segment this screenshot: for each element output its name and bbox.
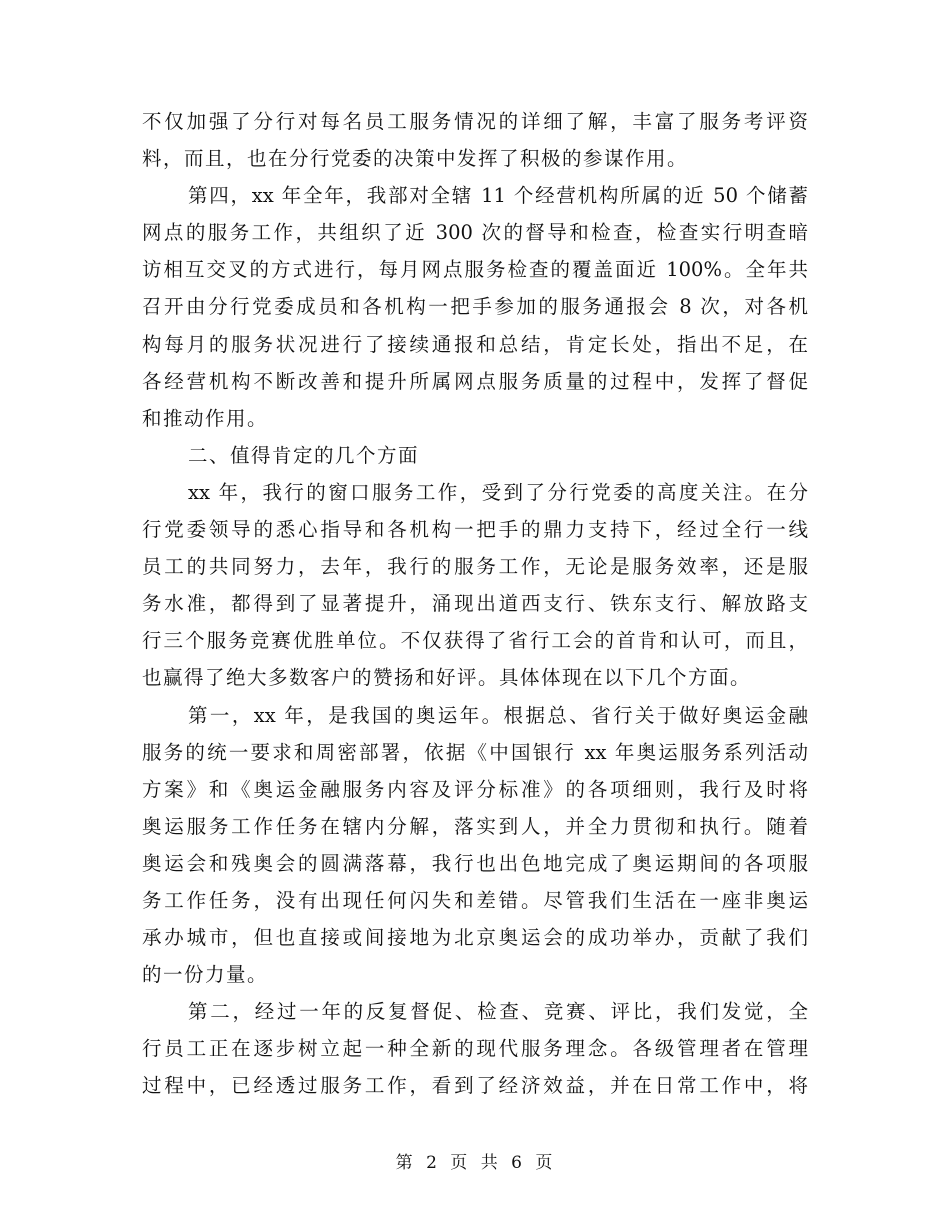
text-line: 承办城市，但也直接或间接地为北京奥运会的成功举办，贡献了我们 xyxy=(142,926,808,950)
text-line: 奥运会和残奥会的圆满落幕，我行也出色地完成了奥运期间的各项服 xyxy=(142,851,808,875)
text-line: 料，而且，也在分行党委的决策中发挥了积极的参谋作用。 xyxy=(142,147,689,171)
text-line: 和推动作用。 xyxy=(142,406,269,430)
text-line: 行党委领导的悉心指导和各机构一把手的鼎力支持下，经过全行一线 xyxy=(142,518,808,542)
text-line: 行三个服务竞赛优胜单位。不仅获得了省行工会的首肯和认可，而且， xyxy=(142,629,808,653)
text-line: 第二，经过一年的反复督促、检查、竞赛、评比，我们发觉，全 xyxy=(188,1000,808,1024)
text-line: 务水准，都得到了显著提升，涌现出道西支行、铁东支行、解放路支 xyxy=(142,592,808,616)
text-line: 第一，xx 年，是我国的奥运年。根据总、省行关于做好奥运金融 xyxy=(188,703,808,727)
text-line: 网点的服务工作，共组织了近 300 次的督导和检查，检查实行明查暗 xyxy=(142,221,808,245)
document-body xyxy=(142,103,808,1105)
section-heading: 二、值得肯定的几个方面 xyxy=(188,443,420,467)
text-line: 奥运服务工作任务在辖内分解，落实到人，并全力贯彻和执行。随着 xyxy=(142,814,808,838)
text-line: 第四，xx 年全年，我部对全辖 11 个经营机构所属的近 50 个储蓄 xyxy=(188,184,808,208)
page-number-footer: 第 2 页 共 6 页 xyxy=(395,1153,555,1173)
text-line: 方案》和《奥运金融服务内容及评分标准》的各项细则，我行及时将 xyxy=(142,777,808,801)
text-line: 的一份力量。 xyxy=(142,963,269,987)
text-line: 召开由分行党委成员和各机构一把手参加的服务通报会 8 次，对各机 xyxy=(142,295,808,319)
text-line: 务工作任务，没有出现任何闪失和差错。尽管我们生活在一座非奥运 xyxy=(142,888,808,912)
text-line: 也赢得了绝大多数客户的赞扬和好评。具体体现在以下几个方面。 xyxy=(142,666,752,690)
text-line: 构每月的服务状况进行了接续通报和总结，肯定长处，指出不足，在 xyxy=(142,332,808,356)
text-line: 不仅加强了分行对每名员工服务情况的详细了解，丰富了服务考评资 xyxy=(142,110,808,133)
text-line: 访相互交叉的方式进行，每月网点服务检查的覆盖面近 100%。全年共 xyxy=(142,258,808,282)
text-line: 服务的统一要求和周密部署，依据《中国银行 xx 年奥运服务系列活动 xyxy=(142,740,808,764)
text-line: 员工的共同努力，去年，我行的服务工作，无论是服务效率，还是服 xyxy=(142,555,808,579)
text-line: 过程中，已经透过服务工作，看到了经济效益，并在日常工作中，将 xyxy=(142,1074,808,1098)
text-line: 各经营机构不断改善和提升所属网点服务质量的过程中，发挥了督促 xyxy=(142,369,808,393)
text-line: 行员工正在逐步树立起一种全新的现代服务理念。各级管理者在管理 xyxy=(142,1037,808,1061)
text-line: xx 年，我行的窗口服务工作，受到了分行党委的高度关注。在分 xyxy=(188,480,808,504)
